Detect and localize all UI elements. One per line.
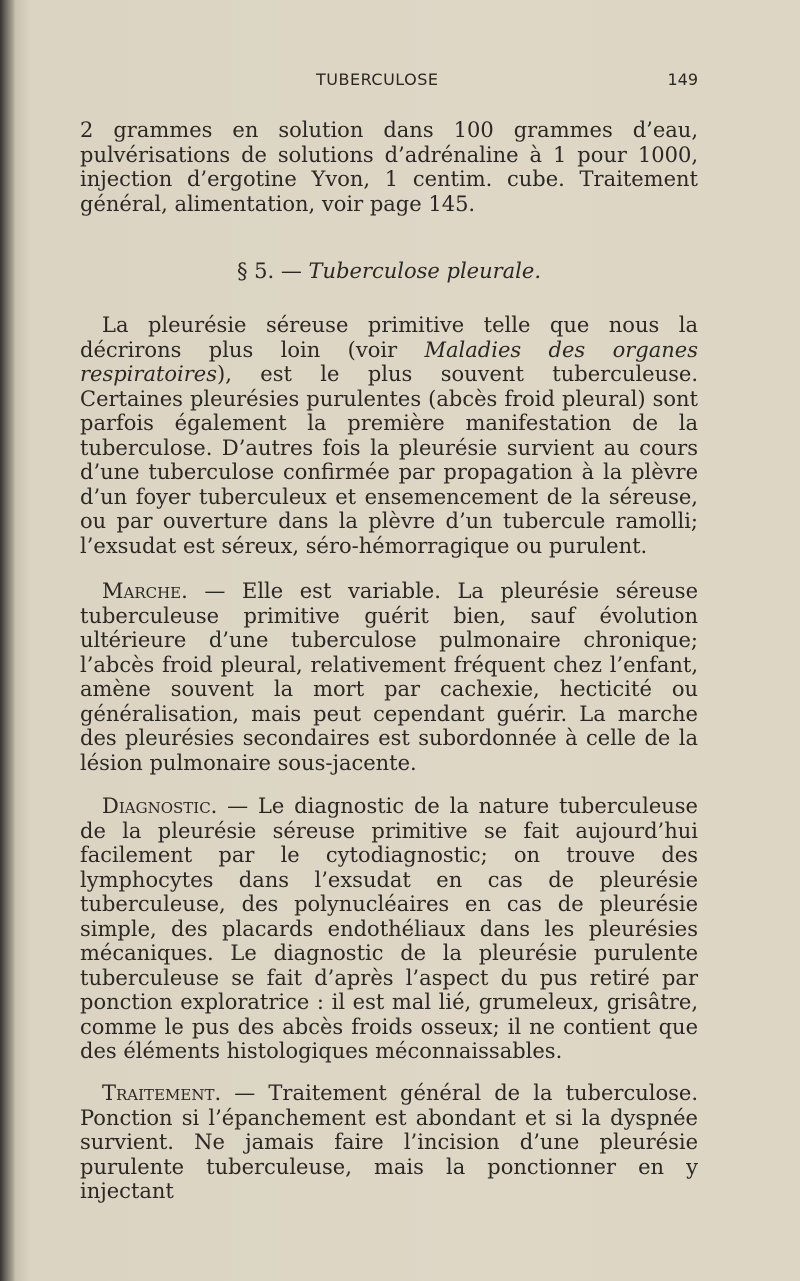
marche-text: — Elle est variable. La pleurésie séreuse tuberculeuse primitive guérit bien, sauf évolution ultérieure d’une tuberculose pulmonaire chronique; l’abcès froid pleural, relativement fréquent chez l’enfant, amène souvent la mort par cachexie, hecticité ou généralisation, mais peut cependant guérir. La marche des pleurésies secondaires est subordonnée à celle de la lésion pulmonaire sous-jacente. bbox=[80, 579, 699, 775]
running-title: TUBERCULOSE bbox=[316, 70, 439, 89]
page-number: 149 bbox=[667, 70, 698, 89]
paragraph-traitement bbox=[80, 1081, 698, 1204]
intro-cross-reference: Maladies des organes respiratoires bbox=[80, 337, 698, 386]
paragraph-introduction bbox=[80, 313, 698, 558]
traitement-label: Traitement. bbox=[102, 1081, 222, 1105]
diagnostic-text: — Le diagnostic de la nature tuberculeuse de la pleurésie séreuse primitive se fait aujourd’hui facilement par le cytodiagnostic; on trouve des lymphocytes dans l’exsudat en cas de pleurésie tuberculeuse, des polynucléaires en cas de pleurésie simple, des placards endothéliaux dans les pleurésies mécaniques. Le diagnostic de la pleurésie purulente tuberculeuse se fait d’après l’aspect du pus retiré par ponction exploratrice : il est mal lié, grumeleux, grisâtre, comme le pus des abcès froids osseux; il ne contient que des éléments histologiques méconnaissables. bbox=[80, 794, 698, 1063]
section-heading bbox=[80, 258, 698, 284]
paragraph-marche bbox=[80, 579, 698, 775]
marche-label: Marche. bbox=[102, 579, 188, 603]
intro-text-after: ), est le plus souvent tuberculeuse. Certaines pleurésies purulentes (abcès froid pleural) sont parfois également la première manifestation de la tuberculose. D’autres fois la pleurésie survient au cours d’une tuberculose confirmée par propagation à la plèvre d’un foyer tuberculeux et ensemencement de la séreuse, ou par ouverture dans la plèvre d’un tubercule ramolli; l’exsudat est séreux, séro-hémorragique ou purulent. bbox=[80, 362, 698, 558]
diagnostic-label: Diagnostic. bbox=[102, 794, 218, 818]
section-title: Tuberculose pleurale. bbox=[308, 259, 542, 283]
intro-text-before: La pleurésie séreuse primitive telle que nous la décrirons plus loin (voir bbox=[80, 313, 698, 362]
paragraph-diagnostic bbox=[80, 794, 698, 1064]
book-binding-shadow bbox=[0, 0, 14, 1281]
running-header bbox=[80, 70, 698, 96]
paragraph-continuation: 2 grammes en solution dans 100 grammes d’eau, pulvérisations de solutions d’adrénaline à 1 pour 1000, injection d’ergotine Yvon, 1 centim. cube. Traitement général, alimentation, voir page 145. bbox=[80, 118, 698, 216]
traitement-text: — Traitement général de la tuberculose. Ponction si l’épanchement est abondant et si la dyspnée survient. Ne jamais faire l’incision d’une pleurésie purulente tuberculeuse, mais la ponctionner en y injectant bbox=[80, 1081, 698, 1203]
section-number: § 5. — bbox=[236, 259, 302, 283]
